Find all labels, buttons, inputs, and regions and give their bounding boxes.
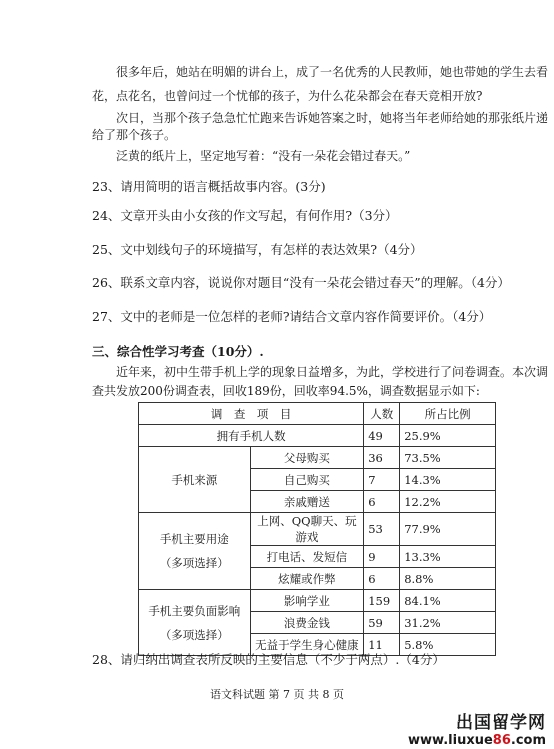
own-phone-label: 拥有手机人数	[139, 425, 364, 447]
source-group-label: 手机来源	[139, 447, 251, 513]
cell-count: 6	[364, 491, 400, 513]
header-ratio: 所占比例	[400, 403, 496, 425]
cell-ratio: 77.9%	[400, 513, 496, 546]
cell-label: 上网、QQ聊天、玩游戏	[250, 513, 364, 546]
cell-label: 自己购买	[250, 469, 364, 491]
cell-ratio: 84.1%	[400, 590, 496, 612]
cell-count: 159	[364, 590, 400, 612]
usage-label: 手机主要用途	[159, 532, 229, 546]
question-26: 26、联系文章内容，说说你对题目“没有一朵花会错过春天”的理解。（4分）	[92, 275, 510, 290]
page-footer: 语文科试题 第 7 页 共 8 页	[210, 688, 344, 701]
cell-ratio: 73.5%	[400, 447, 496, 469]
cell-count: 11	[364, 634, 400, 656]
impact-note: （多项选择）	[159, 627, 229, 642]
impact-group-label	[139, 590, 251, 656]
watermark-title: 出国留学网	[456, 713, 546, 733]
cell-label: 炫耀或作弊	[250, 568, 364, 590]
passage-line-4: 给了那个孩子。	[92, 128, 177, 142]
header-count: 人数	[364, 403, 400, 425]
table-row	[139, 447, 496, 469]
cell-count: 53	[364, 513, 400, 546]
cell-label: 无益于学生身心健康	[250, 634, 364, 656]
passage-line-3: 次日，当那个孩子急急忙忙跑来告诉她答案之时，她将当年老师给她的那张纸片递	[116, 111, 549, 125]
cell-count: 59	[364, 612, 400, 634]
cell-ratio: 13.3%	[400, 546, 496, 568]
usage-group-label	[139, 513, 251, 590]
cell-label: 亲戚赠送	[250, 491, 364, 513]
cell-label: 影响学业	[250, 590, 364, 612]
watermark-url-suffix: .com	[510, 733, 546, 748]
cell-ratio: 8.8%	[400, 568, 496, 590]
usage-note: （多项选择）	[159, 556, 229, 570]
cell-ratio: 12.2%	[400, 491, 496, 513]
watermark-url	[408, 733, 546, 748]
impact-label: 手机主要负面影响	[148, 603, 241, 618]
passage-line-2: 花，点花名，也曾问过一个忧郁的孩子，为什么花朵都会在春天竞相开放?	[92, 89, 483, 103]
cell-ratio: 25.9%	[400, 425, 496, 447]
section-3-intro-2: 查共发放200份调查表，回收189份，回收率94.5%，调查数据显示如下:	[92, 384, 480, 398]
table-row	[139, 425, 496, 447]
cell-label: 打电话、发短信	[250, 546, 364, 568]
cell-count: 49	[364, 425, 400, 447]
watermark-url-prefix: www.liuxue	[408, 733, 493, 748]
cell-ratio: 31.2%	[400, 612, 496, 634]
cell-label: 父母购买	[250, 447, 364, 469]
question-27: 27、文中的老师是一位怎样的老师?请结合文章内容作简要评价。（4分）	[92, 309, 492, 324]
watermark-logo	[408, 708, 546, 748]
section-3-title: 三、综合性学习考查（10分）.	[92, 344, 264, 359]
section-3-intro-1: 近年来，初中生带手机上学的现象日益增多，为此，学校进行了问卷调查。本次调	[116, 365, 549, 379]
header-item: 调 查 项 目	[139, 403, 364, 425]
cell-count: 7	[364, 469, 400, 491]
watermark-url-number: 86	[492, 733, 511, 748]
passage-line-1: 很多年后，她站在明媚的讲台上，成了一名优秀的人民教师，她也带她的学生去看	[116, 65, 549, 79]
question-23: 23、请用简明的语言概括故事内容。(3分)	[92, 179, 326, 194]
cell-ratio: 5.8%	[400, 634, 496, 656]
table-row	[139, 590, 496, 612]
survey-table	[138, 402, 496, 656]
table-row	[139, 513, 496, 546]
cell-count: 9	[364, 546, 400, 568]
cell-count: 36	[364, 447, 400, 469]
table-header-row	[139, 403, 496, 425]
question-28: 28、请归纳出调查表所反映的主要信息（不少于两点）.（4分）	[92, 652, 445, 667]
question-24: 24、文章开头由小女孩的作文写起，有何作用?（3分）	[92, 208, 398, 223]
question-25: 25、文中划线句子的环境描写，有怎样的表达效果?（4分）	[92, 242, 423, 257]
cell-count: 6	[364, 568, 400, 590]
passage-line-5: 泛黄的纸片上，坚定地写着：“没有一朵花会错过春天。”	[116, 149, 411, 163]
cell-ratio: 14.3%	[400, 469, 496, 491]
cell-label: 浪费金钱	[250, 612, 364, 634]
